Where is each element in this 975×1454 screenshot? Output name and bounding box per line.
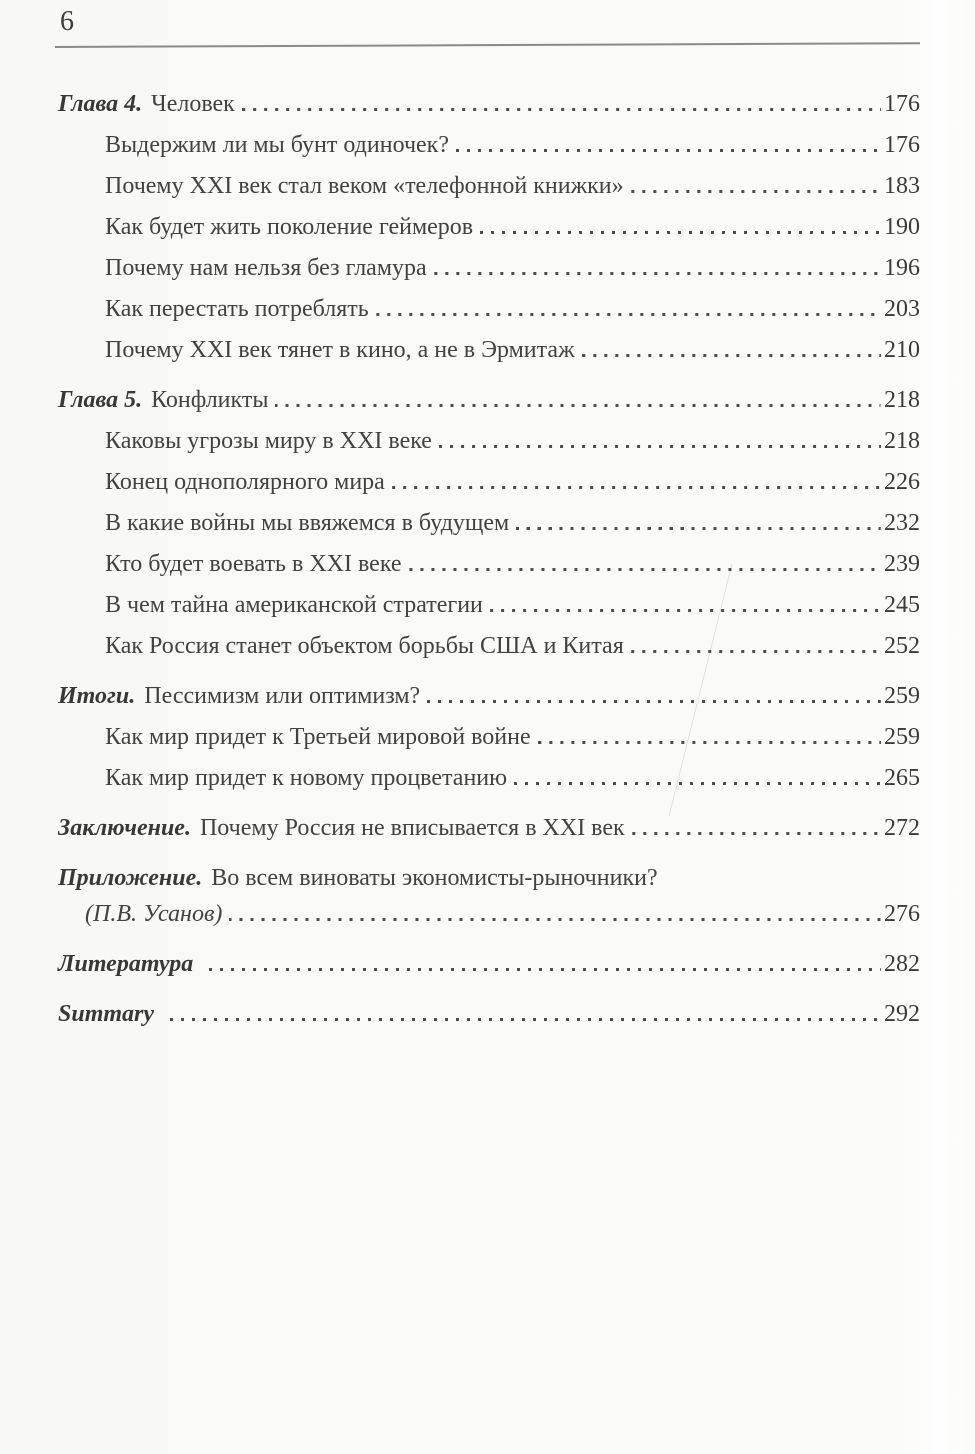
toc-entry xyxy=(58,166,920,207)
entry-page-number: 259 xyxy=(884,724,920,750)
toc-entry xyxy=(58,544,920,585)
entry-page-number: 176 xyxy=(884,132,920,158)
toc-entry xyxy=(58,626,920,667)
entry-page-number: 218 xyxy=(884,387,920,413)
entry-page-number: 232 xyxy=(884,510,920,536)
dot-leader xyxy=(275,404,881,407)
entry-page-number: 252 xyxy=(884,633,920,659)
toc-entry xyxy=(58,248,920,289)
entry-title: Почему Россия не вписывается в XXI век xyxy=(199,815,625,841)
entry-title: Как будет жить поколение геймеров xyxy=(105,214,474,240)
header-rule xyxy=(55,42,920,48)
toc-entry xyxy=(58,808,920,849)
entry-page-number: 203 xyxy=(884,296,920,322)
dot-leader xyxy=(582,354,881,357)
dot-leader xyxy=(632,832,881,835)
entry-prefix: Литература xyxy=(58,951,194,977)
entry-title: Пессимизм или оптимизм? xyxy=(144,683,421,709)
entry-page-number: 282 xyxy=(884,951,920,977)
dot-leader xyxy=(516,527,881,530)
page-number-folio: 6 xyxy=(60,6,74,37)
toc-entry xyxy=(58,421,920,462)
entry-page-number: 190 xyxy=(884,214,920,240)
entry-page-number: 272 xyxy=(884,815,920,841)
entry-title: Почему XXI век стал веком «телефонной книжки» xyxy=(105,173,624,199)
toc-entry xyxy=(58,585,920,626)
entry-title: Конфликты xyxy=(151,387,269,413)
dot-leader xyxy=(631,190,881,193)
dot-leader xyxy=(631,650,881,653)
entry-title: Как мир придет к новому процветанию xyxy=(105,765,508,791)
table-of-contents xyxy=(58,84,920,1035)
entry-title: В чем тайна американской стратегии xyxy=(105,592,483,618)
dot-leader xyxy=(392,486,881,489)
dot-leader xyxy=(376,313,881,316)
entry-prefix: Глава 5. xyxy=(58,387,143,413)
entry-title: Кто будет воевать в XXI веке xyxy=(105,551,402,577)
entry-page-number: 196 xyxy=(884,255,920,281)
entry-page-number: 218 xyxy=(884,428,920,454)
entry-title: В какие войны мы ввяжемся в будущем xyxy=(105,510,510,536)
toc-entry xyxy=(58,207,920,248)
entry-title: Как Россия станет объектом борьбы США и Китая xyxy=(105,633,624,659)
toc-entry xyxy=(58,462,920,503)
toc-entry xyxy=(58,125,920,166)
dot-leader xyxy=(229,918,881,921)
toc-entry xyxy=(58,84,920,125)
entry-title: Выдержим ли мы бунт одиночек? xyxy=(105,132,449,158)
entry-title: Почему XXI век тянет в кино, а не в Эрмитаж xyxy=(105,337,575,363)
entry-page-number: 226 xyxy=(884,469,920,495)
toc-entry xyxy=(58,858,920,899)
dot-leader xyxy=(170,1018,881,1021)
entry-title: Почему нам нельзя без гламура xyxy=(105,255,427,281)
entry-page-number: 276 xyxy=(884,901,920,927)
entry-page-number: 292 xyxy=(884,1001,920,1027)
dot-leader xyxy=(434,272,881,275)
entry-prefix: Приложение. xyxy=(58,865,203,891)
entry-prefix: Заключение. xyxy=(58,815,191,841)
entry-prefix: Summary xyxy=(58,1001,155,1027)
toc-entry xyxy=(58,994,920,1035)
entry-prefix: Глава 4. xyxy=(58,91,143,117)
toc-entry xyxy=(58,717,920,758)
dot-leader xyxy=(242,108,881,111)
entry-page-number: 210 xyxy=(884,337,920,363)
toc-entry xyxy=(58,894,920,935)
entry-title: (П.В. Усанов) xyxy=(85,901,223,927)
toc-entry xyxy=(58,289,920,330)
dot-leader xyxy=(209,968,881,971)
entry-page-number: 183 xyxy=(884,173,920,199)
entry-title: Как перестать потреблять xyxy=(105,296,369,322)
dot-leader xyxy=(490,609,881,612)
entry-page-number: 259 xyxy=(884,683,920,709)
entry-page-number: 245 xyxy=(884,592,920,618)
entry-page-number: 265 xyxy=(884,765,920,791)
dot-leader xyxy=(514,782,881,785)
entry-title: Каковы угрозы миру в XXI веке xyxy=(105,428,432,454)
dot-leader xyxy=(427,700,881,703)
entry-page-number: 239 xyxy=(884,551,920,577)
toc-entry xyxy=(58,758,920,799)
dot-leader xyxy=(480,231,881,234)
dot-leader xyxy=(439,445,881,448)
entry-title: Человек xyxy=(151,91,235,117)
entry-prefix: Итоги. xyxy=(58,683,136,709)
dot-leader xyxy=(538,741,881,744)
entry-title: Конец однополярного мира xyxy=(105,469,385,495)
toc-entry xyxy=(58,330,920,371)
dot-leader xyxy=(409,568,881,571)
entry-page-number: 176 xyxy=(884,91,920,117)
toc-entry xyxy=(58,944,920,985)
toc-entry xyxy=(58,676,920,717)
entry-title: Как мир придет к Третьей мировой войне xyxy=(105,724,531,750)
entry-title: Во всем виноваты экономисты-рыночники? xyxy=(211,865,658,891)
toc-entry xyxy=(58,503,920,544)
toc-entry xyxy=(58,380,920,421)
dot-leader xyxy=(456,149,881,152)
